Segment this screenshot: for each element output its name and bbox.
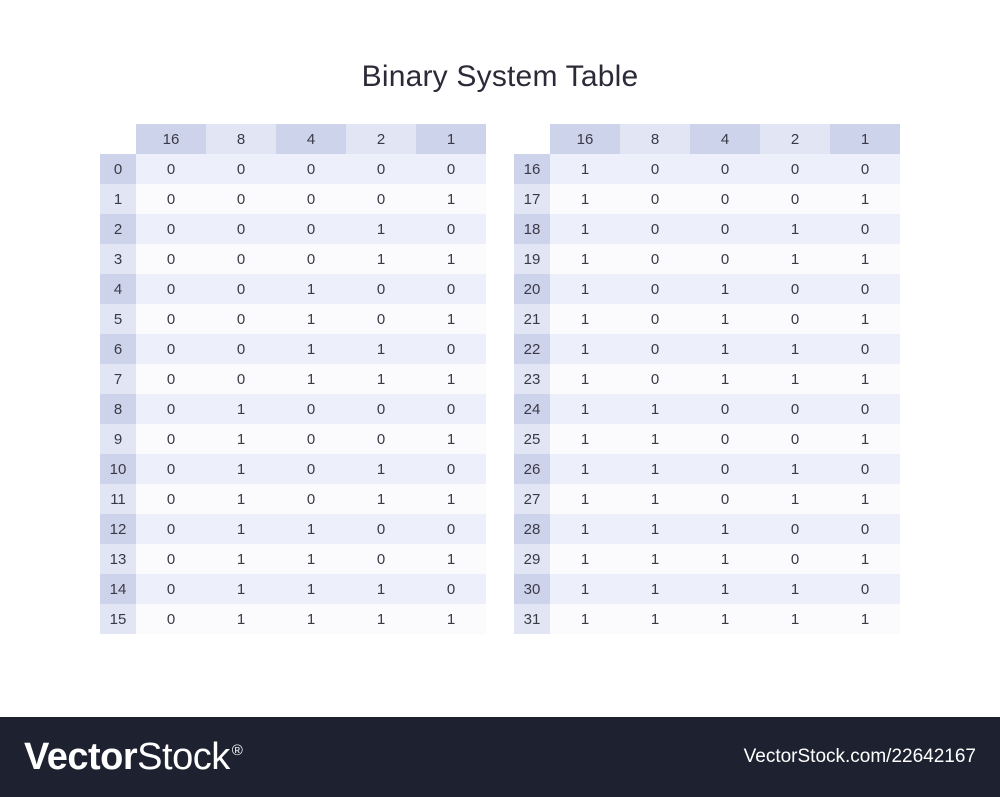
- table-row: [100, 244, 486, 274]
- bit-cell: 1: [206, 394, 276, 424]
- bit-cell: 1: [346, 214, 416, 244]
- bit-cell: 1: [206, 484, 276, 514]
- table-row: [100, 604, 486, 634]
- bit-cell: 0: [136, 244, 206, 274]
- bit-cell: 1: [620, 424, 690, 454]
- row-label: 17: [514, 184, 550, 214]
- bit-cell: 1: [276, 334, 346, 364]
- corner-cell: [100, 124, 136, 154]
- column-header-8: 8: [206, 124, 276, 154]
- bit-cell: 1: [206, 604, 276, 634]
- table-row: [100, 304, 486, 334]
- bit-cell: 0: [760, 424, 830, 454]
- row-label: 22: [514, 334, 550, 364]
- bit-cell: 0: [346, 274, 416, 304]
- row-label: 9: [100, 424, 136, 454]
- bit-cell: 0: [206, 214, 276, 244]
- row-label: 14: [100, 574, 136, 604]
- bit-cell: 1: [830, 304, 900, 334]
- bit-cell: 0: [276, 424, 346, 454]
- binary-table-0-15: [100, 124, 486, 634]
- row-label: 8: [100, 394, 136, 424]
- column-header-2: 2: [760, 124, 830, 154]
- bit-cell: 0: [620, 244, 690, 274]
- bit-cell: 0: [276, 454, 346, 484]
- bit-cell: 0: [136, 304, 206, 334]
- bit-cell: 0: [416, 214, 486, 244]
- table-row: [514, 574, 900, 604]
- bit-cell: 0: [620, 274, 690, 304]
- column-header-4: 4: [276, 124, 346, 154]
- bit-cell: 1: [550, 364, 620, 394]
- bit-cell: 0: [416, 394, 486, 424]
- row-label: 29: [514, 544, 550, 574]
- vectorstock-logo: [24, 736, 242, 779]
- watermark-url: VectorStock.com/22642167: [743, 746, 976, 767]
- table-row: [514, 244, 900, 274]
- table-row: [514, 274, 900, 304]
- table-header: [100, 124, 486, 154]
- table-row: [514, 304, 900, 334]
- bit-cell: 1: [620, 454, 690, 484]
- column-header-1: 1: [830, 124, 900, 154]
- table-row: [100, 454, 486, 484]
- header-row: [514, 124, 900, 154]
- bit-cell: 1: [830, 364, 900, 394]
- bit-cell: 1: [276, 544, 346, 574]
- bit-cell: 0: [276, 184, 346, 214]
- bit-cell: 1: [550, 334, 620, 364]
- bit-cell: 0: [276, 484, 346, 514]
- bit-cell: 1: [550, 214, 620, 244]
- bit-cell: 0: [136, 544, 206, 574]
- bit-cell: 1: [550, 514, 620, 544]
- header-row: [100, 124, 486, 154]
- bit-cell: 1: [550, 604, 620, 634]
- bit-cell: 0: [136, 454, 206, 484]
- bit-cell: 0: [760, 154, 830, 184]
- row-label: 11: [100, 484, 136, 514]
- bit-cell: 1: [760, 214, 830, 244]
- table-row: [100, 364, 486, 394]
- bit-cell: 1: [206, 574, 276, 604]
- bit-cell: 0: [690, 394, 760, 424]
- row-label: 6: [100, 334, 136, 364]
- table-body: [100, 154, 486, 634]
- bit-cell: 0: [416, 334, 486, 364]
- table-row: [100, 574, 486, 604]
- table-row: [514, 154, 900, 184]
- table-row: [100, 334, 486, 364]
- bit-cell: 0: [346, 154, 416, 184]
- bit-cell: 1: [690, 514, 760, 544]
- table-row: [514, 604, 900, 634]
- bit-cell: 1: [620, 544, 690, 574]
- bit-cell: 0: [620, 304, 690, 334]
- row-label: 23: [514, 364, 550, 394]
- bit-cell: 1: [346, 574, 416, 604]
- bit-cell: 1: [550, 544, 620, 574]
- bit-cell: 0: [830, 454, 900, 484]
- bit-cell: 1: [550, 394, 620, 424]
- column-header-8: 8: [620, 124, 690, 154]
- row-label: 0: [100, 154, 136, 184]
- bit-cell: 1: [276, 604, 346, 634]
- bit-cell: 0: [690, 484, 760, 514]
- bit-cell: 0: [416, 154, 486, 184]
- bit-cell: 0: [416, 454, 486, 484]
- bit-cell: 1: [206, 514, 276, 544]
- bit-cell: 0: [346, 424, 416, 454]
- bit-cell: 0: [206, 184, 276, 214]
- bit-cell: 0: [830, 274, 900, 304]
- bit-cell: 1: [346, 334, 416, 364]
- row-label: 20: [514, 274, 550, 304]
- bit-cell: 1: [690, 274, 760, 304]
- row-label: 25: [514, 424, 550, 454]
- table-row: [514, 514, 900, 544]
- row-label: 10: [100, 454, 136, 484]
- bit-cell: 1: [276, 514, 346, 544]
- bit-cell: 0: [276, 214, 346, 244]
- bit-cell: 0: [690, 454, 760, 484]
- bit-cell: 0: [830, 514, 900, 544]
- bit-cell: 1: [830, 544, 900, 574]
- bit-cell: 0: [690, 184, 760, 214]
- row-label: 3: [100, 244, 136, 274]
- bit-cell: 1: [550, 244, 620, 274]
- table-body: [514, 154, 900, 634]
- bit-cell: 1: [620, 514, 690, 544]
- bit-cell: 0: [620, 214, 690, 244]
- bit-cell: 1: [830, 184, 900, 214]
- bit-cell: 0: [760, 274, 830, 304]
- table-row: [100, 514, 486, 544]
- row-label: 12: [100, 514, 136, 544]
- registered-trademark-icon: ®: [231, 741, 243, 759]
- table-row: [514, 184, 900, 214]
- bit-cell: 0: [206, 154, 276, 184]
- bit-cell: 0: [136, 364, 206, 394]
- table-row: [514, 334, 900, 364]
- bit-cell: 1: [760, 334, 830, 364]
- bit-cell: 0: [690, 424, 760, 454]
- table-row: [100, 214, 486, 244]
- bit-cell: 1: [830, 484, 900, 514]
- bit-cell: 0: [620, 184, 690, 214]
- bit-cell: 0: [760, 514, 830, 544]
- bit-cell: 0: [760, 304, 830, 334]
- bit-cell: 0: [416, 514, 486, 544]
- row-label: 2: [100, 214, 136, 244]
- bit-cell: 0: [830, 394, 900, 424]
- row-label: 19: [514, 244, 550, 274]
- row-label: 5: [100, 304, 136, 334]
- bit-cell: 1: [830, 604, 900, 634]
- bit-cell: 0: [760, 394, 830, 424]
- row-label: 30: [514, 574, 550, 604]
- bit-cell: 0: [760, 544, 830, 574]
- bit-cell: 0: [136, 574, 206, 604]
- bit-cell: 1: [620, 484, 690, 514]
- row-label: 13: [100, 544, 136, 574]
- bit-cell: 0: [136, 274, 206, 304]
- bit-cell: 0: [830, 214, 900, 244]
- bit-cell: 1: [760, 244, 830, 274]
- bit-cell: 1: [346, 244, 416, 274]
- bit-cell: 0: [206, 244, 276, 274]
- column-header-16: 16: [550, 124, 620, 154]
- bit-cell: 1: [276, 574, 346, 604]
- bit-cell: 1: [416, 484, 486, 514]
- bit-cell: 1: [206, 454, 276, 484]
- row-label: 4: [100, 274, 136, 304]
- bit-cell: 1: [550, 424, 620, 454]
- bit-cell: 1: [550, 304, 620, 334]
- row-label: 28: [514, 514, 550, 544]
- bit-cell: 0: [276, 154, 346, 184]
- corner-cell: [514, 124, 550, 154]
- column-header-1: 1: [416, 124, 486, 154]
- bit-cell: 1: [416, 184, 486, 214]
- bit-cell: 0: [136, 424, 206, 454]
- bit-cell: 0: [416, 274, 486, 304]
- logo-secondary-text: Stock: [137, 735, 230, 778]
- bit-cell: 1: [416, 244, 486, 274]
- bit-cell: 1: [550, 274, 620, 304]
- bit-cell: 0: [346, 304, 416, 334]
- table-row: [100, 424, 486, 454]
- bit-cell: 1: [206, 424, 276, 454]
- bit-cell: 0: [136, 334, 206, 364]
- bit-cell: 1: [416, 364, 486, 394]
- bit-cell: 0: [136, 154, 206, 184]
- bit-cell: 1: [760, 604, 830, 634]
- watermark-footer: [0, 717, 1000, 797]
- bit-cell: 0: [620, 154, 690, 184]
- table-row: [100, 484, 486, 514]
- bit-cell: 0: [206, 304, 276, 334]
- page-title: Binary System Table: [361, 60, 639, 94]
- row-label: 27: [514, 484, 550, 514]
- bit-cell: 0: [206, 334, 276, 364]
- bit-cell: 1: [550, 454, 620, 484]
- bit-cell: 1: [690, 604, 760, 634]
- column-header-16: 16: [136, 124, 206, 154]
- table-row: [100, 394, 486, 424]
- column-header-2: 2: [346, 124, 416, 154]
- row-label: 7: [100, 364, 136, 394]
- bit-cell: 0: [346, 394, 416, 424]
- bit-cell: 1: [346, 484, 416, 514]
- bit-cell: 1: [550, 484, 620, 514]
- bit-cell: 0: [136, 184, 206, 214]
- row-label: 31: [514, 604, 550, 634]
- bit-cell: 1: [276, 364, 346, 394]
- bit-cell: 1: [346, 364, 416, 394]
- bit-cell: 1: [760, 364, 830, 394]
- bit-cell: 0: [276, 244, 346, 274]
- bit-cell: 1: [416, 304, 486, 334]
- bit-cell: 1: [760, 454, 830, 484]
- binary-table-16-31: [514, 124, 900, 634]
- table-row: [514, 364, 900, 394]
- bit-cell: 0: [136, 514, 206, 544]
- row-label: 16: [514, 154, 550, 184]
- bit-cell: 0: [620, 334, 690, 364]
- bit-cell: 0: [690, 154, 760, 184]
- bit-cell: 0: [416, 574, 486, 604]
- bit-cell: 1: [416, 604, 486, 634]
- bit-cell: 0: [620, 364, 690, 394]
- table-row: [100, 544, 486, 574]
- logo-primary-text: Vector: [24, 735, 138, 778]
- table-row: [514, 454, 900, 484]
- bit-cell: 1: [620, 574, 690, 604]
- bit-cell: 0: [346, 544, 416, 574]
- bit-cell: 0: [346, 514, 416, 544]
- table-row: [100, 184, 486, 214]
- row-label: 24: [514, 394, 550, 424]
- row-label: 15: [100, 604, 136, 634]
- binary-tables-container: [0, 124, 1000, 634]
- row-label: 1: [100, 184, 136, 214]
- bit-cell: 0: [136, 484, 206, 514]
- row-label: 21: [514, 304, 550, 334]
- bit-cell: 1: [760, 574, 830, 604]
- bit-cell: 1: [276, 304, 346, 334]
- bit-cell: 1: [760, 484, 830, 514]
- table-row: [514, 484, 900, 514]
- bit-cell: 1: [690, 544, 760, 574]
- bit-cell: 0: [276, 394, 346, 424]
- bit-cell: 1: [206, 544, 276, 574]
- bit-cell: 0: [690, 244, 760, 274]
- column-header-4: 4: [690, 124, 760, 154]
- bit-cell: 0: [206, 274, 276, 304]
- bit-cell: 1: [276, 274, 346, 304]
- bit-cell: 1: [620, 394, 690, 424]
- bit-cell: 0: [830, 154, 900, 184]
- bit-cell: 1: [550, 184, 620, 214]
- bit-cell: 0: [760, 184, 830, 214]
- bit-cell: 0: [136, 604, 206, 634]
- table-row: [100, 274, 486, 304]
- bit-cell: 0: [136, 394, 206, 424]
- bit-cell: 1: [690, 364, 760, 394]
- bit-cell: 1: [690, 334, 760, 364]
- table-row: [514, 214, 900, 244]
- bit-cell: 1: [830, 244, 900, 274]
- bit-cell: 1: [416, 544, 486, 574]
- bit-cell: 1: [550, 574, 620, 604]
- bit-cell: 0: [346, 184, 416, 214]
- bit-cell: 1: [346, 604, 416, 634]
- bit-cell: 1: [830, 424, 900, 454]
- row-label: 26: [514, 454, 550, 484]
- bit-cell: 0: [206, 364, 276, 394]
- bit-cell: 1: [690, 304, 760, 334]
- table-row: [514, 424, 900, 454]
- bit-cell: 1: [620, 604, 690, 634]
- bit-cell: 1: [690, 574, 760, 604]
- bit-cell: 0: [830, 574, 900, 604]
- bit-cell: 1: [346, 454, 416, 484]
- bit-cell: 0: [690, 214, 760, 244]
- bit-cell: 0: [830, 334, 900, 364]
- table-row: [100, 154, 486, 184]
- bit-cell: 0: [136, 214, 206, 244]
- bit-cell: 1: [550, 154, 620, 184]
- table-row: [514, 544, 900, 574]
- row-label: 18: [514, 214, 550, 244]
- bit-cell: 1: [416, 424, 486, 454]
- table-row: [514, 394, 900, 424]
- table-header: [514, 124, 900, 154]
